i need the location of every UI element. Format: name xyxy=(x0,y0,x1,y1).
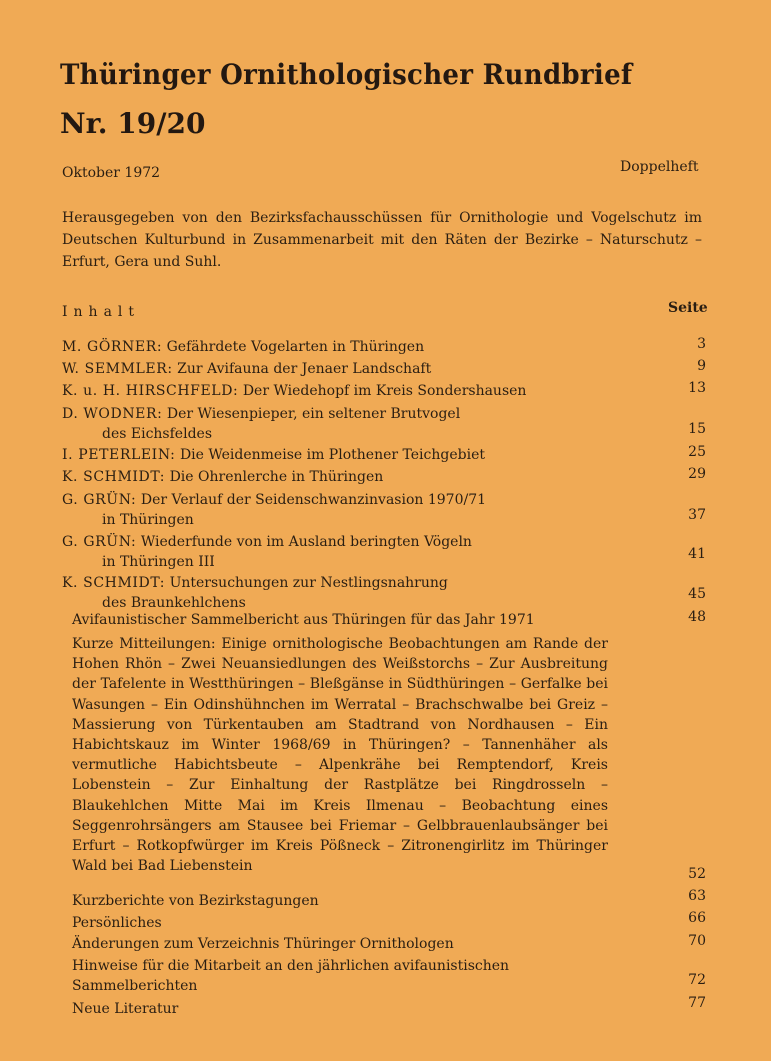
toc-entry xyxy=(62,445,662,465)
entry-title-continued: in Thüringen xyxy=(102,512,194,528)
entry-author: G. GRÜN: xyxy=(62,492,137,508)
entry-title: Der Wiedehopf im Kreis Sondershausen xyxy=(242,383,527,399)
entry-page: 9 xyxy=(697,358,706,374)
entry-author: D. WODNER: xyxy=(62,406,163,422)
entry-title: Persönliches xyxy=(72,915,162,931)
entry-title-continued: des Eichsfeldes xyxy=(102,426,212,442)
entry-author: W. SEMMLER: xyxy=(62,361,173,377)
entry-title: Kurzberichte von Bezirkstagungen xyxy=(72,893,319,909)
issue-number: Nr. 19/20 xyxy=(60,107,206,140)
entry-title: Gefährdete Vogelarten in Thüringen xyxy=(166,339,425,355)
toc-entry xyxy=(72,891,672,911)
toc-entry xyxy=(62,573,662,613)
entry-title: Wiederfunde von im Ausland beringten Vögeln xyxy=(140,534,472,550)
toc-entry xyxy=(72,956,672,996)
entry-title: Die Ohrenlerche in Thüringen xyxy=(169,469,384,485)
publisher-statement: Herausgegeben von den Bezirksfachausschüssen für Ornithologie und Vogelschutz im Deutschen Kulturbund in Zusammenarbeit mit den Räten der Bezirke – Naturschutz – Erfurt, Gera und Suhl. xyxy=(62,210,702,270)
page-column-heading: Seite xyxy=(668,300,708,316)
entry-page: 77 xyxy=(688,995,706,1011)
issue-date: Oktober 1972 xyxy=(62,165,161,181)
contents-heading: Inhalt xyxy=(62,304,141,320)
entry-page: 45 xyxy=(688,586,706,602)
entry-title: Änderungen zum Verzeichnis Thüringer Ornithologen xyxy=(72,936,454,952)
toc-entry xyxy=(62,532,662,572)
entry-page: 52 xyxy=(688,866,706,882)
entry-page: 72 xyxy=(688,972,706,988)
toc-entry xyxy=(62,404,662,444)
entry-title-continued: in Thüringen III xyxy=(102,554,215,570)
entry-page: 70 xyxy=(688,933,706,949)
toc-entry xyxy=(72,934,672,954)
entry-title-continued: Sammelberichten xyxy=(72,978,198,994)
short-notes-paragraph: Kurze Mitteilungen: Einige ornithologische Beobachtungen am Rande der Hohen Rhön – Zwei Neuansiedlungen des Weißstorchs – Zur Ausbreitung der Tafelente in Westthüringen – Bleßgänse in Südthüringen – Gerfalke bei Wasungen – Ein Odinshühnchen im Werratal – Brachschwalbe bei Greiz – Massierung von Türkentauben am Stadtrand von Nordhausen – Ein Habichtskauz im Winter 1968/69 in Thüringen? – Tannenhäher als vermutliche Habichtsbeute – Alpenkrähe bei Remptendorf, Kreis Lobenstein – Zur Einhaltung der Rastplätze bei Ringdrosseln – Blaukehlchen Mitte Mai im Kreis Ilmenau – Beobachtung eines Seggenrohrsängers am Stausee bei Friemar – Gelbbrauenlaubsänger bei Erfurt – Rotkopfwürger im Kreis Pößneck – Zitronengirlitz im Thüringer Wald bei Bad Liebenstein xyxy=(72,636,608,875)
entry-title: Avifaunistischer Sammelbericht aus Thüringen für das Jahr 1971 xyxy=(72,612,535,628)
entry-title: Die Weidenmeise im Plothener Teichgebiet xyxy=(179,447,485,463)
toc-entry xyxy=(62,337,662,357)
entry-title: Der Wiesenpieper, ein seltener Brutvogel xyxy=(166,406,461,422)
entry-author: I. PETERLEIN: xyxy=(62,447,176,463)
entry-author: K. u. H. HIRSCHFELD: xyxy=(62,383,239,399)
entry-title: Der Verlauf der Seidenschwanzinvasion 1970/71 xyxy=(140,492,487,508)
entry-title: Neue Literatur xyxy=(72,1001,179,1017)
entry-title: Hinweise für die Mitarbeit an den jährlichen avifaunistischen xyxy=(72,958,510,974)
toc-entry xyxy=(62,467,662,487)
entry-page: 37 xyxy=(688,507,706,523)
toc-entry xyxy=(72,610,672,630)
entry-title: Zur Avifauna der Jenaer Landschaft xyxy=(177,361,432,377)
entry-title: Untersuchungen zur Nestlingsnahrung xyxy=(169,575,448,591)
entry-page: 66 xyxy=(688,910,706,926)
journal-title: Thüringer Ornithologischer Rundbrief xyxy=(60,58,633,91)
entry-title-continued: des Braunkehlchens xyxy=(102,595,246,611)
entry-page: 3 xyxy=(697,336,706,352)
entry-page: 25 xyxy=(688,444,706,460)
toc-entry xyxy=(62,490,662,530)
entry-page: 15 xyxy=(688,421,706,437)
toc-entry xyxy=(72,913,672,933)
entry-author: K. SCHMIDT: xyxy=(62,469,166,485)
entry-page: 41 xyxy=(688,546,706,562)
entry-page: 48 xyxy=(688,609,706,625)
edition-label: Doppelheft xyxy=(620,159,699,175)
toc-entry xyxy=(62,359,662,379)
entry-page: 13 xyxy=(688,380,706,396)
entry-page: 29 xyxy=(688,466,706,482)
entry-page: 63 xyxy=(688,888,706,904)
entry-author: K. SCHMIDT: xyxy=(62,575,166,591)
entry-author: G. GRÜN: xyxy=(62,534,137,550)
entry-author: M. GÖRNER: xyxy=(62,339,163,355)
toc-entry xyxy=(62,381,662,401)
toc-entry xyxy=(72,999,672,1019)
